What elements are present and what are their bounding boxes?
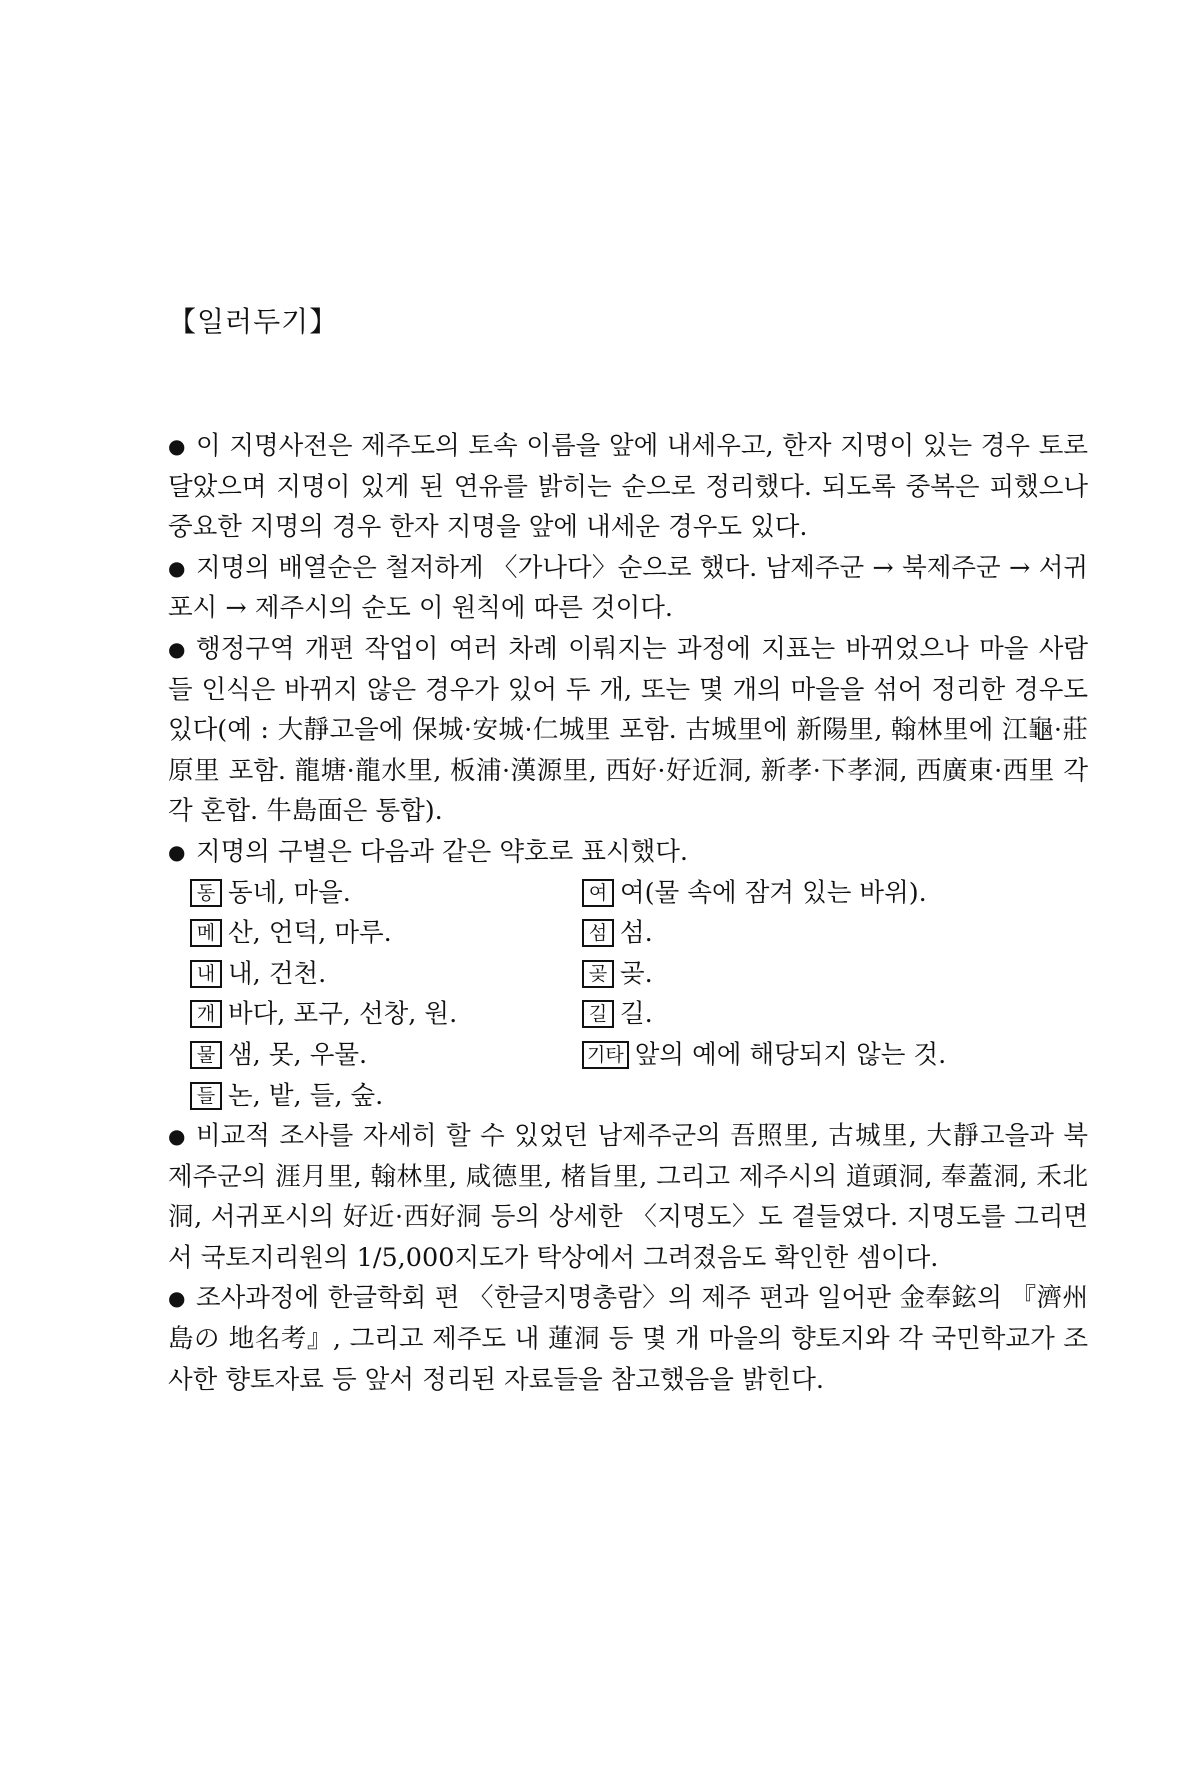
note-paragraph-5: ● 비교적 조사를 자세히 할 수 있었던 남제주군의 吾照里, 古城里, 大靜고을과 북제주군의 涯月里, 翰林里, 咸德里, 楮旨里, 그리고 제주시의 道頭洞, 奉蓋洞, 禾北洞, 서귀포시의 好近·西好洞 등의 상세한 〈지명도〉도 곁들였다. 지명도를 그리면서 국토지리원의 1/5,000지도가 탁상에서 그려졌음도 확인한 셈이다.	[168, 1116, 1088, 1278]
symbol-box: 들	[190, 1082, 222, 1110]
bullet-icon: ●	[168, 839, 186, 864]
legend-item: 길 길.	[582, 994, 1088, 1035]
symbol-box: 동	[190, 879, 222, 907]
symbol-box: 내	[190, 960, 222, 988]
legend-item: 내 내, 건천.	[190, 954, 582, 995]
page-heading: 【일러두기】	[168, 305, 339, 338]
legend-item: 동 동네, 마을.	[190, 873, 582, 914]
note-paragraph-2: ● 지명의 배열순은 철저하게 〈가나다〉순으로 했다. 남제주군 → 북제주군 → 서귀포시 → 제주시의 순도 이 원칙에 따른 것이다.	[168, 548, 1088, 629]
document-page	[168, 300, 1088, 1400]
note-paragraph-6: ● 조사과정에 한글학회 편 〈한글지명총람〉의 제주 편과 일어판 金奉鉉의 『濟州島の 地名考』, 그리고 제주도 내 蓮洞 등 몇 개 마을의 향토지와 각 국민학교가 조사한 향토자료 등 앞서 정리된 자료들을 참고했음을 밝힌다.	[168, 1278, 1088, 1400]
bullet-icon: ●	[168, 434, 186, 458]
symbol-box: 섬	[582, 919, 614, 947]
bullet-icon: ●	[168, 1124, 186, 1149]
symbol-legend	[190, 873, 1088, 1117]
symbol-box: 기타	[582, 1041, 629, 1069]
note-paragraph-1: ● 이 지명사전은 제주도의 토속 이름을 앞에 내세우고, 한자 지명이 있는 경우 토로 달았으며 지명이 있게 된 연유를 밝히는 순으로 정리했다. 되도록 중복은 피했으나 중요한 지명의 경우 한자 지명을 앞에 내세운 경우도 있다.	[168, 426, 1088, 548]
symbol-box: 물	[190, 1041, 222, 1069]
legend-item: 여 여(물 속에 잠겨 있는 바위).	[582, 873, 1088, 914]
legend-item: 물 샘, 못, 우물.	[190, 1035, 582, 1076]
symbol-box: 메	[190, 919, 222, 947]
bullet-icon: ●	[168, 636, 186, 661]
legend-item: 기타 앞의 예에 해당되지 않는 것.	[582, 1035, 1088, 1076]
note-paragraph-4: ● 지명의 구별은 다음과 같은 약호로 표시했다.	[168, 832, 1088, 873]
symbol-box: 길	[582, 1000, 614, 1028]
legend-item: 들 논, 밭, 들, 숲.	[190, 1076, 582, 1117]
legend-item: 곶 곶.	[582, 954, 1088, 995]
bullet-icon: ●	[168, 555, 186, 580]
symbol-box: 여	[582, 879, 614, 907]
legend-item: 개 바다, 포구, 선창, 원.	[190, 994, 582, 1035]
symbol-box: 개	[190, 1000, 222, 1028]
symbol-box: 곶	[582, 960, 614, 988]
bullet-icon: ●	[168, 1286, 186, 1311]
note-paragraph-3: ● 행정구역 개편 작업이 여러 차례 이뤄지는 과정에 지표는 바뀌었으나 마을 사람들 인식은 바뀌지 않은 경우가 있어 두 개, 또는 몇 개의 마을을 섞어 정리한 경우도 있다(예 : 大靜고을에 保城·安城·仁城里 포함. 古城里에 新陽里, 翰林里에 江龜·莊原里 포함. 龍塘·龍水里, 板浦·漢源里, 西好·好近洞, 新孝·下孝洞, 西廣東·西里 각각 혼합. 牛島面은 통합).	[168, 629, 1088, 832]
legend-item: 메 산, 언덕, 마루.	[190, 913, 582, 954]
legend-item: 섬 섬.	[582, 913, 1088, 954]
